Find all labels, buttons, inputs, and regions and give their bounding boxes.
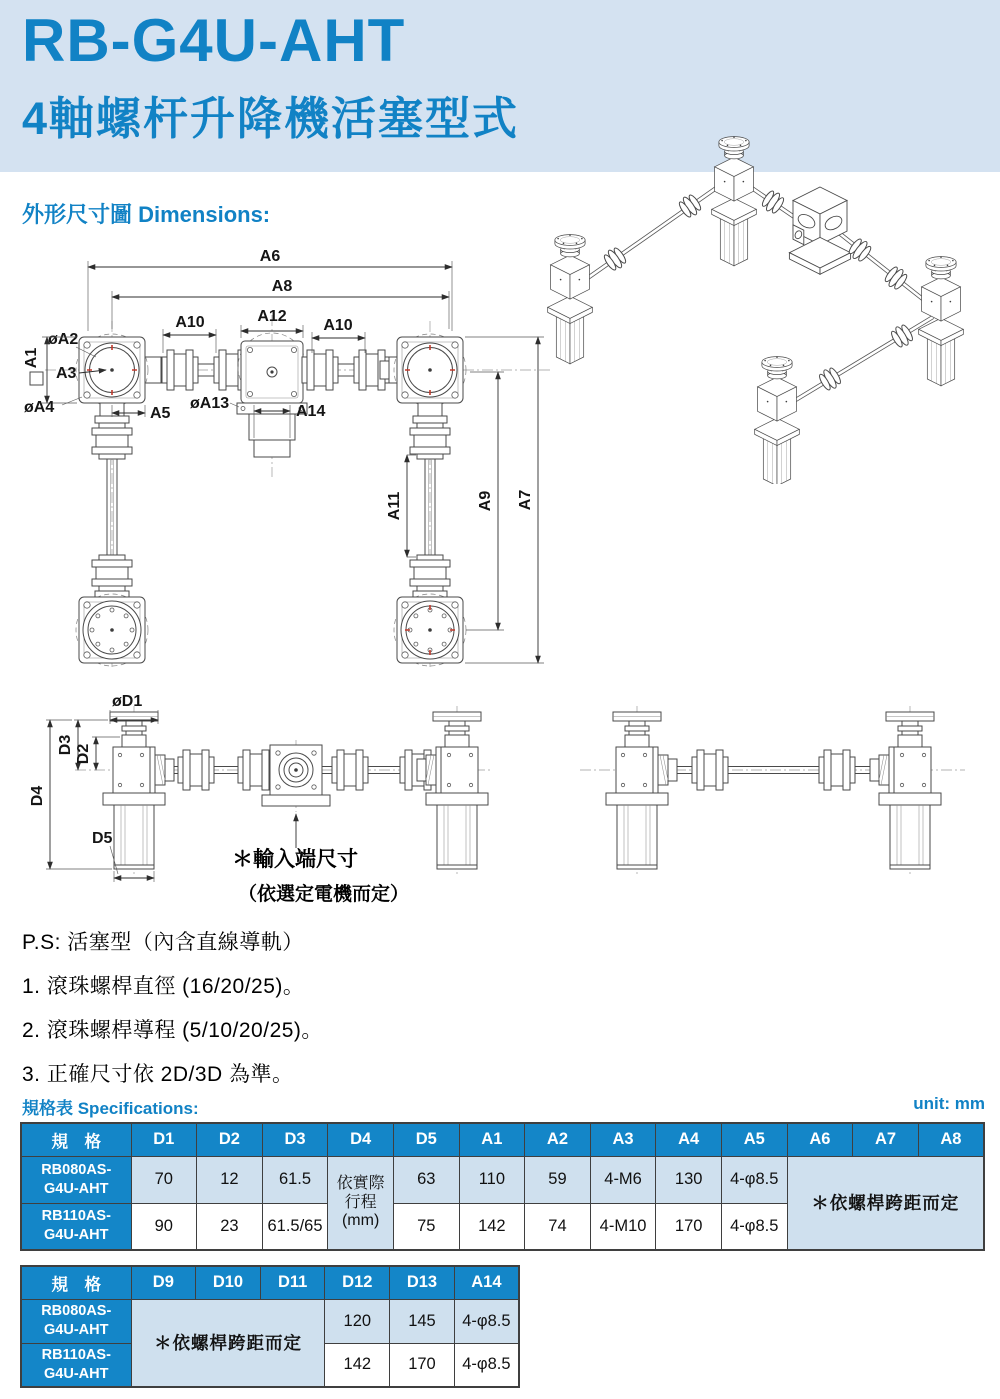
model-cell: RB110AS- G4U-AHT — [21, 1343, 131, 1387]
cell-a4: 170 — [656, 1203, 722, 1250]
cell-d5: 75 — [393, 1203, 459, 1250]
spec-table-secondary — [20, 1265, 520, 1388]
dim-d3: D3 — [57, 734, 74, 756]
dim-a8: A8 — [271, 278, 293, 295]
col-header-d11: D11 — [260, 1266, 325, 1299]
col-header-d5: D5 — [393, 1123, 459, 1156]
dim-a2: øA2 — [48, 331, 79, 348]
col-header-d1: D1 — [131, 1123, 197, 1156]
table-header-row — [21, 1266, 519, 1299]
input-note-line2: （依選定電機而定） — [238, 884, 410, 905]
page-title: RB-G4U-AHT — [22, 7, 406, 74]
cell-a3: 4-M6 — [590, 1156, 656, 1203]
isometric-assembly-drawing — [530, 112, 1000, 484]
dim-a10-left: A10 — [175, 314, 205, 331]
col-header-d12: D12 — [325, 1266, 390, 1299]
specs-section-label: 規格表 Specifications: — [22, 1099, 199, 1118]
side-view-dimension-drawing — [20, 690, 985, 912]
col-header-a6: A6 — [787, 1123, 853, 1156]
dim-a9: A9 — [477, 490, 494, 512]
dim-a14: A14 — [296, 403, 326, 420]
cell-a2: 74 — [525, 1203, 591, 1250]
note-ps: P.S: 活塞型（內含直線導軌） — [22, 931, 304, 954]
cell-d12: 142 — [325, 1343, 390, 1387]
cell-d13: 145 — [390, 1299, 455, 1343]
cell-d13: 170 — [390, 1343, 455, 1387]
table-header-row — [21, 1123, 984, 1156]
dim-a11: A11 — [386, 491, 403, 521]
col-header-spec: 規 格 — [21, 1266, 131, 1299]
col-header-a5: A5 — [721, 1123, 787, 1156]
cell-a6-a8-merged: ＊依螺桿跨距而定 — [787, 1156, 984, 1250]
cell-a5: 4-φ8.5 — [721, 1156, 787, 1203]
col-header-a1: A1 — [459, 1123, 525, 1156]
notes-block — [22, 926, 323, 1102]
col-header-a4: A4 — [656, 1123, 722, 1156]
col-header-a14: A14 — [454, 1266, 519, 1299]
page-subtitle: 4軸螺杆升降機活塞型式 — [22, 93, 520, 144]
cell-a5: 4-φ8.5 — [721, 1203, 787, 1250]
dim-a5: A5 — [150, 405, 171, 422]
dim-d2: D2 — [75, 743, 92, 765]
cell-d3: 61.5/65 — [262, 1203, 328, 1250]
cell-d1: 90 — [131, 1203, 197, 1250]
col-header-a3: A3 — [590, 1123, 656, 1156]
col-header-d10: D10 — [196, 1266, 261, 1299]
col-header-d4: D4 — [328, 1123, 394, 1156]
model-cell: RB110AS- G4U-AHT — [21, 1203, 131, 1250]
cell-a1: 142 — [459, 1203, 525, 1250]
col-header-d3: D3 — [262, 1123, 328, 1156]
cell-a14: 4-φ8.5 — [454, 1343, 519, 1387]
cell-d1: 70 — [131, 1156, 197, 1203]
cell-d2: 23 — [197, 1203, 263, 1250]
note-item-1: 1. 滾珠螺桿直徑 (16/20/25)。 — [22, 975, 305, 998]
col-header-d2: D2 — [197, 1123, 263, 1156]
col-header-d13: D13 — [390, 1266, 455, 1299]
cell-a3: 4-M10 — [590, 1203, 656, 1250]
cell-d12: 120 — [325, 1299, 390, 1343]
cell-a2: 59 — [525, 1156, 591, 1203]
model-cell: RB080AS- G4U-AHT — [21, 1156, 131, 1203]
note-item-3: 3. 正確尺寸依 2D/3D 為準。 — [22, 1063, 294, 1086]
dim-d4: D4 — [29, 785, 46, 807]
cell-d2: 12 — [197, 1156, 263, 1203]
model-cell: RB080AS- G4U-AHT — [21, 1299, 131, 1343]
input-note-line1: ＊輸入端尺寸 — [232, 848, 358, 871]
front-view-dimension-drawing — [20, 245, 560, 670]
cell-a14: 4-φ8.5 — [454, 1299, 519, 1343]
col-header-a8: A8 — [918, 1123, 984, 1156]
dimensions-section-label: 外形尺寸圖 Dimensions: — [22, 202, 271, 227]
dim-a4: øA4 — [24, 399, 55, 416]
cell-a4: 130 — [656, 1156, 722, 1203]
dim-a1: A1 — [23, 347, 40, 369]
dim-a13: øA13 — [190, 395, 230, 412]
dim-a3: A3 — [56, 365, 77, 382]
note-item-2: 2. 滾珠螺桿導程 (5/10/20/25)。 — [22, 1019, 323, 1042]
unit-label: unit: mm — [913, 1094, 985, 1113]
table-row — [21, 1156, 984, 1203]
cell-d3: 61.5 — [262, 1156, 328, 1203]
dim-a12: A12 — [257, 308, 287, 325]
cell-d9-d11-merged: ＊依螺桿跨距而定 — [131, 1299, 325, 1387]
spec-table-main — [20, 1122, 985, 1251]
dim-d1: øD1 — [112, 693, 143, 710]
dim-d5: D5 — [92, 830, 113, 847]
cell-a1: 110 — [459, 1156, 525, 1203]
dim-a10-right: A10 — [323, 317, 353, 334]
table-row — [21, 1299, 519, 1343]
dim-a7: A7 — [517, 489, 534, 511]
cell-d5: 63 — [393, 1156, 459, 1203]
col-header-d9: D9 — [131, 1266, 196, 1299]
col-header-a2: A2 — [525, 1123, 591, 1156]
dim-a6: A6 — [259, 248, 281, 265]
cell-d4-merged: 依實際 行程 (mm) — [328, 1156, 394, 1250]
col-header-a7: A7 — [853, 1123, 919, 1156]
square-section-symbol — [30, 372, 43, 385]
col-header-spec: 規 格 — [21, 1123, 131, 1156]
